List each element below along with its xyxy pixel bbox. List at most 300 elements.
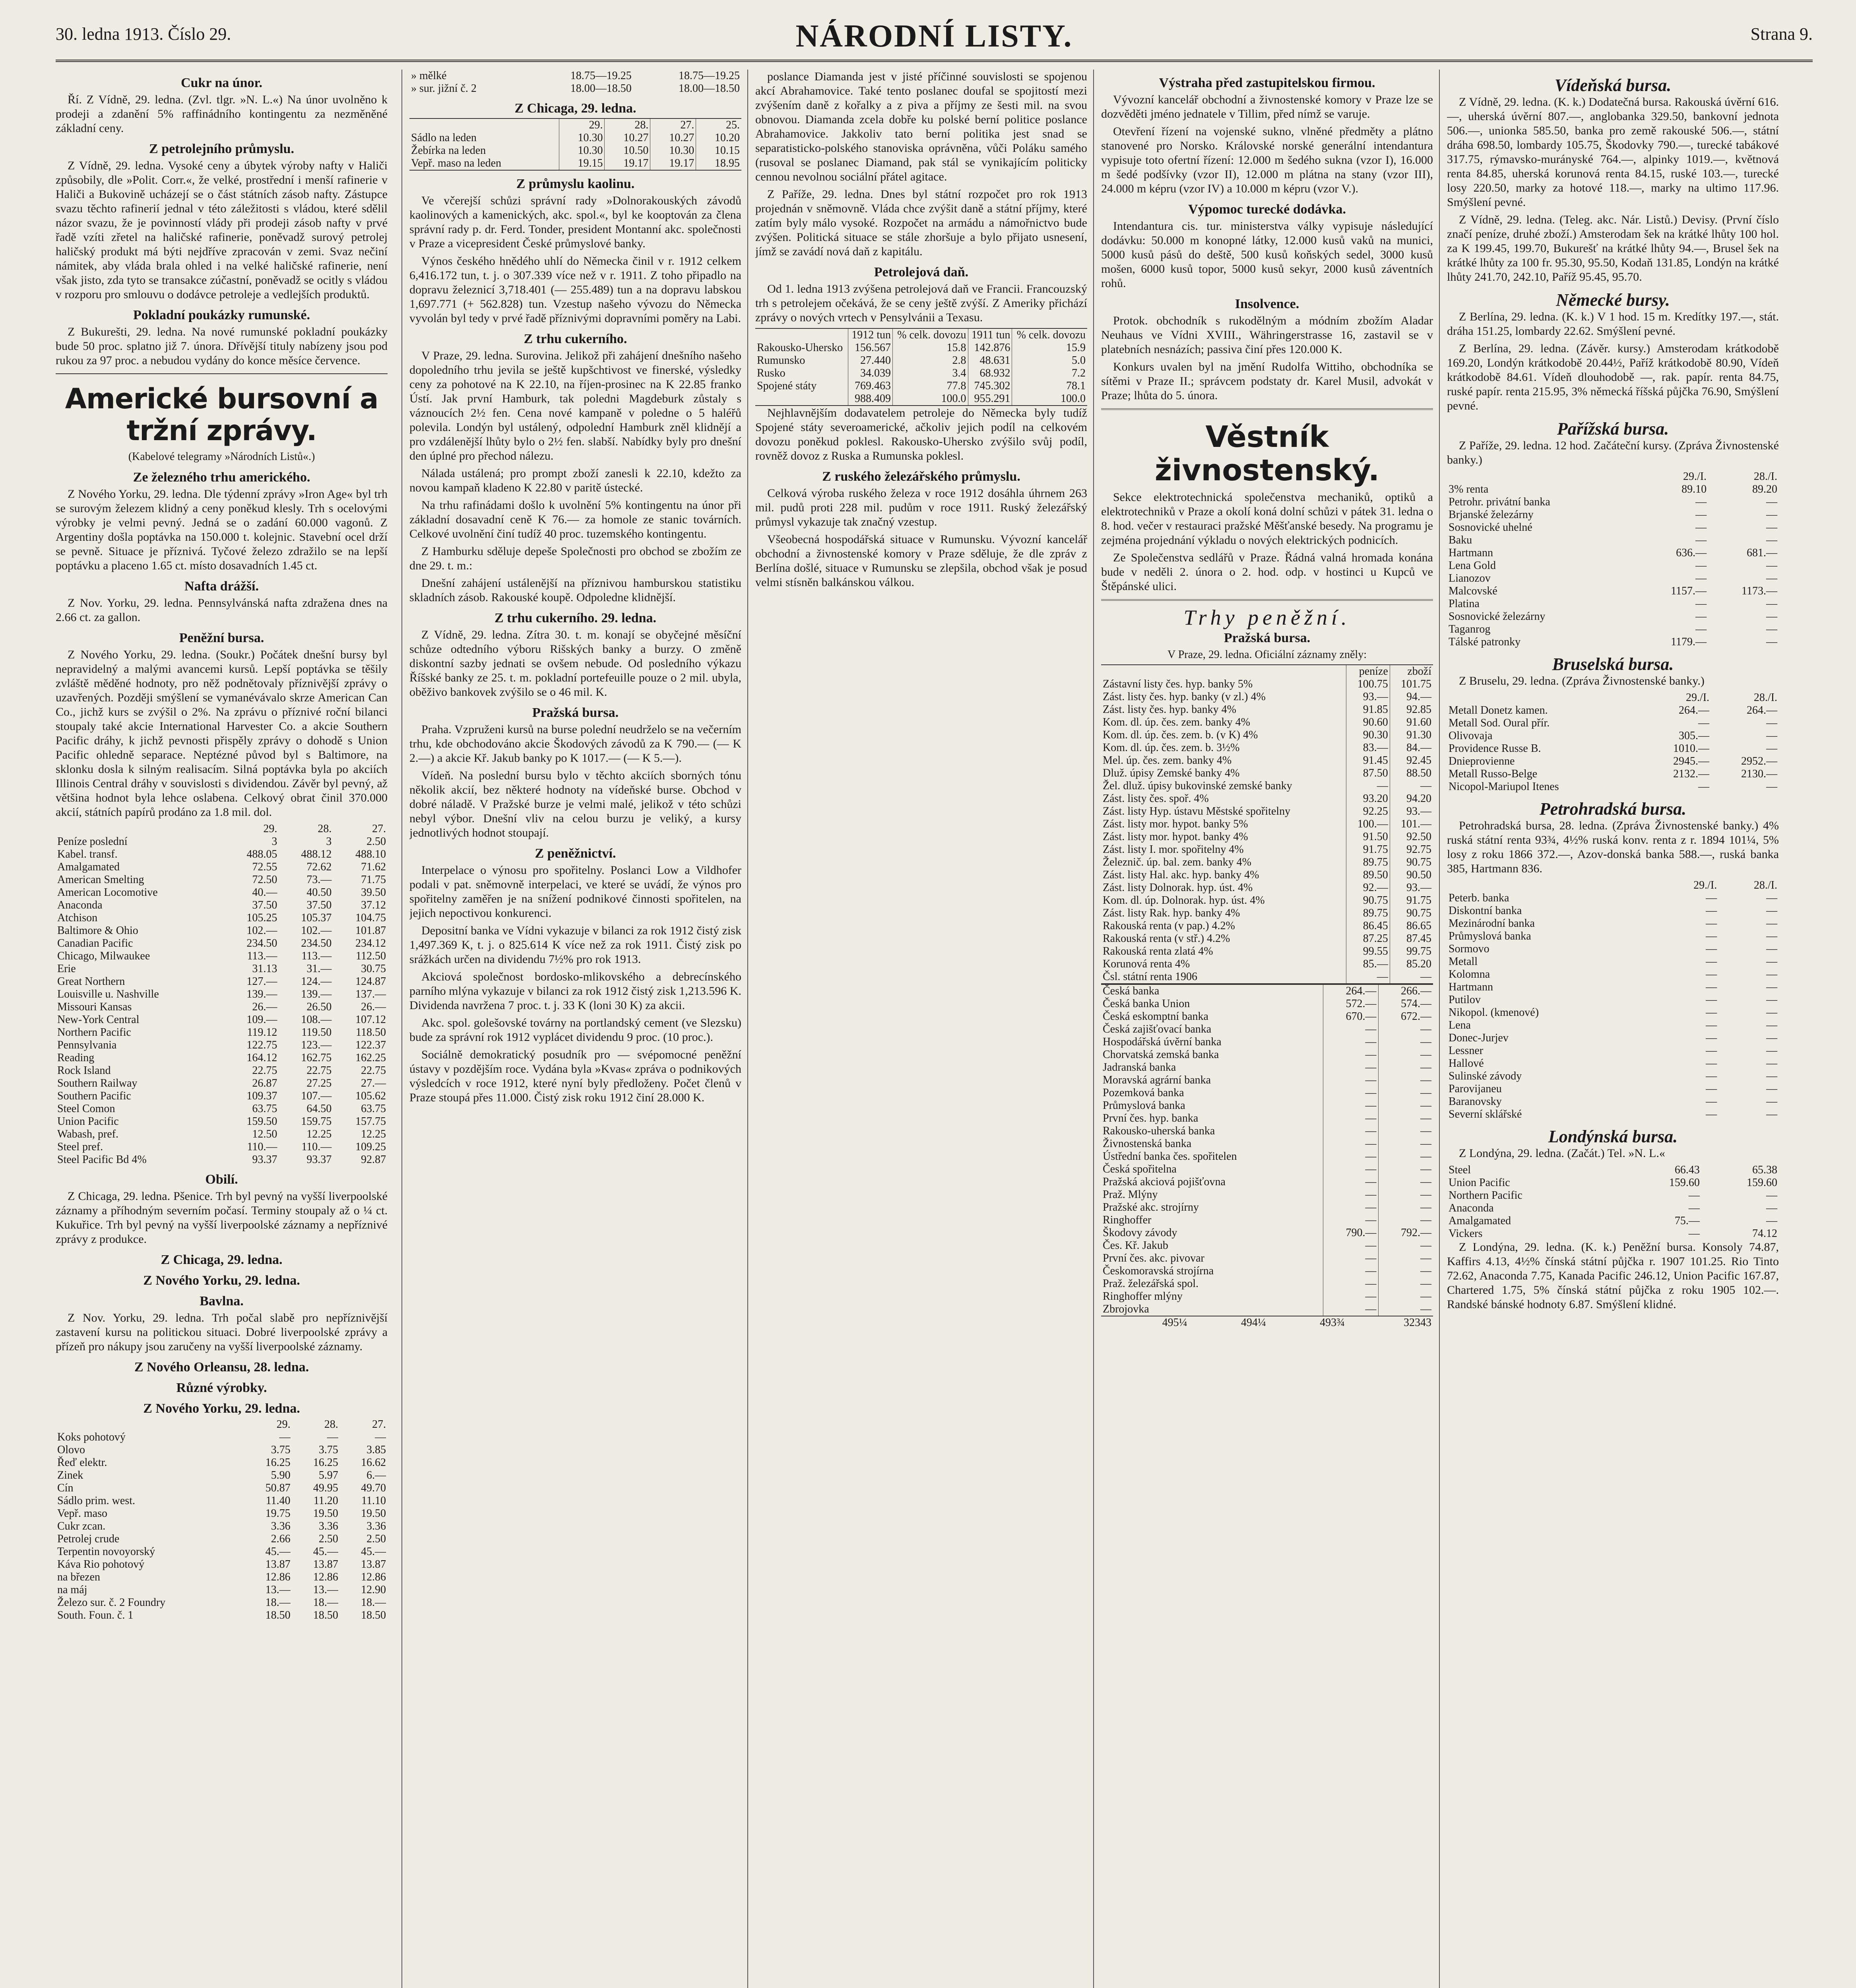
table-row [56, 1128, 388, 1141]
table-value-cell: 71.75 [361, 874, 386, 886]
table-row [1101, 932, 1433, 945]
table-label-cell: American Locomotive [57, 886, 158, 899]
table-label-cell: Moravská agrární banka [1103, 1074, 1211, 1086]
column-2 [409, 70, 741, 1988]
table-value-cell: — [1766, 496, 1777, 508]
table-value-cell: 2.8 [893, 354, 968, 367]
table-value-cell: 488.05 [246, 848, 277, 860]
table-label-cell: Vepř. maso na leden [411, 157, 502, 169]
table-value-cell: — [1766, 1006, 1777, 1019]
table-row [56, 835, 388, 848]
table-header-cell: 494¼ [1241, 1316, 1266, 1329]
table-value-cell: — [1766, 623, 1777, 635]
table-value-cell: 572.— [1323, 998, 1378, 1010]
table-value-cell: — [1346, 971, 1390, 984]
table-value-cell: 234.12 [355, 937, 386, 949]
table-value-cell: 88.50 [1390, 767, 1433, 780]
table-value-cell: 102.— [246, 924, 277, 937]
article-text: Ze Společenstva sedlářů v Praze. Řádná valná hromada konána bude v neděli 2. února o 2. hod. odp. v hostinci u Kupců ve Štěpánské ulici. [1101, 551, 1433, 593]
table-label-cell: Nikopol. (kmenové) [1449, 1006, 1539, 1019]
table-row [56, 924, 388, 937]
table-value-cell: — [1706, 917, 1717, 930]
table-value-cell: — [1766, 730, 1777, 742]
table-header-cell [56, 823, 225, 835]
table-value-cell: 89.75 [1346, 856, 1390, 869]
table-row [56, 975, 388, 988]
table-value-cell: 99.75 [1390, 945, 1433, 958]
table-header-cell [1447, 470, 1637, 483]
table-value-cell: 92.75 [1390, 843, 1433, 856]
table-label-cell: Rakouská renta (v pap.) 4.2% [1103, 920, 1235, 932]
table-label-cell: Severní sklářské [1449, 1108, 1522, 1120]
table-value-cell: — [1323, 1188, 1378, 1201]
table-label-cell: Zást. listy I. mor. spořitelny 4% [1103, 843, 1244, 856]
article-text: Otevření řízení na vojenské sukno, vlněné předměty a plátno stanovené pro Norsko. Královské norské generální intendantura vypisuje toto ofertní řízení: 12.000 m šedého sukna (vzor I), 16.000 m šedé podšívky (vzor II), 12.000 m plátna na stany (vzor III), 24.000 m képru (vzor IV) a 10.000 m képru (vzor V.). [1101, 125, 1433, 195]
table-row [1447, 509, 1779, 521]
article-heading: Z Chicaga, 29. ledna. [514, 101, 636, 116]
table-value-cell: — [1766, 717, 1777, 729]
table-label-cell: Rumunsko [757, 354, 805, 367]
table-row [56, 1456, 388, 1469]
table-header-cell: 28. [324, 1418, 338, 1431]
table-header-cell [755, 328, 848, 342]
table-row [1447, 943, 1779, 955]
table-value-cell: — [1766, 636, 1777, 648]
table-value-cell: — [1695, 572, 1707, 584]
table-header-cell: 1911 tun [968, 328, 1012, 342]
table-row [1101, 691, 1433, 703]
table-value-cell: 84.— [1390, 742, 1433, 754]
article-text: Z Paříže, 29. ledna. Dnes byl státní rozpočet pro rok 1913 projednán v sněmovně. Vláda chce zvýšit daně a státní příjmy, které zatím byly málo vysoké. Rozpočet na armádu a námořnictvo bude zvýšen. Politická situace se stále zhoršuje a bylo přijato usnesení, jímž se zavádí nová daň z kapitálu. [755, 188, 1087, 258]
table-row [56, 1495, 388, 1507]
table-label-cell: Lena Gold [1449, 559, 1496, 572]
table-header-cell: 1912 tun [848, 328, 893, 342]
table-value-cell: 123.— [301, 1039, 332, 1051]
table-label-cell: Kom. dl. úp. čes. zem. banky 4% [1103, 716, 1250, 728]
commodities-table [56, 1418, 388, 1622]
table-label-cell: Sádlo prim. west. [57, 1495, 135, 1507]
table-label-cell: Zást. listy čes. spoř. 4% [1103, 792, 1209, 805]
table-row [1101, 920, 1433, 932]
table-label-cell: Tálské patronky [1449, 636, 1521, 648]
table-value-cell: 74.12 [1752, 1227, 1777, 1240]
table-row [1447, 1083, 1779, 1095]
table-row [1447, 1164, 1779, 1176]
table-row [1101, 1290, 1433, 1303]
table-row [56, 1507, 388, 1520]
table-value-cell: 12.86 [361, 1571, 386, 1583]
table-label-cell: Zást. listy Hyp. ústavu Městské spořitelny [1103, 805, 1291, 817]
table-value-cell: — [1378, 1125, 1433, 1138]
table-value-cell: — [1706, 955, 1717, 968]
table-label-cell: Pozemková banka [1103, 1087, 1184, 1099]
table-label-cell: Olivovaja [1449, 730, 1493, 742]
table-value-cell: 12.86 [265, 1571, 291, 1583]
table-header-cell: 495¼ [1162, 1316, 1187, 1329]
table-label-cell: Sádlo na leden [411, 132, 477, 144]
table-label-cell: Mel. úp. čes. zem. banky 4% [1103, 754, 1232, 767]
article-text: Z Londýna, 29. ledna. (K. k.) Peněžní bursa. Konsoly 74.87, Kaffirs 4.13, 4½% čínská státní půjčka r. 1907 101.25. Rio Tinto 72.62, Anaconda 7.75, Kanada Pacific 246.12, Union Pacific 167.87, Chartered 1.75, 5% čínská státní půjčka z roku 1905 102.—. Randské bánské hodnoty 6.87. Smýšlení klidné. [1447, 1241, 1779, 1311]
table-value-cell: — [1766, 1202, 1777, 1214]
table-label-cell: Taganrog [1449, 623, 1491, 635]
table-value-cell: — [1390, 780, 1433, 792]
table-value-cell: 139.— [301, 988, 332, 1000]
table-value-cell: — [1378, 1176, 1433, 1188]
article-heading: Výstraha před zastupitelskou firmou. [1159, 76, 1375, 90]
table-label-cell: Atchison [57, 912, 98, 924]
table-label-cell: Živnostenská banka [1103, 1138, 1192, 1150]
table-row [1101, 1099, 1433, 1112]
table-value-cell: — [1378, 1252, 1433, 1265]
article-text: Z Nov. Yorku, 29. ledna. Pennsylvánská nafta zdražena dnes na 2.66 ct. za gallon. [56, 596, 388, 624]
table-value-cell: — [1378, 1150, 1433, 1163]
table-row [1101, 1048, 1433, 1061]
table-value-cell: 50.87 [265, 1482, 291, 1494]
table-value-cell: 16.25 [313, 1456, 338, 1469]
table-value-cell: — [1378, 1048, 1433, 1061]
table-value-cell: — [1378, 1163, 1433, 1176]
article-text: Z Vídně, 29. ledna. (Teleg. akc. Nár. Listů.) Devisy. (První číslo značí peníze, druhé zboží.) Amsterodam šek na krátké lhůty 100 hol. za K 199.45, 199.70, Bukurešť na krátké lhůty 94.—, Brusel šek na krátké lhůty za 100 fr. 95.30, 95.50, Kodaň 131.85, Londýn na krátké lhůty 241.70, 242.10, Paříž 95.45, 95.70. [1447, 213, 1779, 283]
table-row [1101, 907, 1433, 920]
table-value-cell: 99.55 [1346, 945, 1390, 958]
table-label-cell: Praž. železářská spol. [1103, 1277, 1199, 1290]
table-header-cell [1101, 665, 1346, 678]
table-label-cell: Sosnovické železárny [1449, 610, 1546, 623]
table-value-cell: 90.75 [1390, 856, 1433, 869]
table-row [1447, 585, 1779, 598]
column-3 [755, 70, 1087, 1988]
table-row [1101, 998, 1433, 1010]
table-header-cell: 28./I. [1753, 879, 1777, 891]
table-value-cell: 18.95 [696, 157, 741, 170]
table-row [56, 899, 388, 912]
table-value-cell: 87.45 [1390, 932, 1433, 945]
table-value-cell: — [1766, 1083, 1777, 1095]
table-row [1101, 1074, 1433, 1087]
table-row [1101, 716, 1433, 729]
table-value-cell: — [1323, 1087, 1378, 1099]
table-row [1101, 780, 1433, 792]
table-value-cell: 156.567 [848, 342, 893, 354]
table-value-cell: — [1378, 1265, 1433, 1277]
article-heading: Peněžní bursa. [179, 631, 264, 645]
table-label-cell: Česká eskomptní banka [1103, 1010, 1208, 1023]
table-value-cell: — [1766, 1032, 1777, 1044]
table-value-cell: — [1766, 1044, 1777, 1057]
table-label-cell: Škodovy závody [1103, 1227, 1177, 1239]
table-value-cell: — [1706, 968, 1717, 980]
table-value-cell: 305.— [1679, 730, 1710, 742]
table-label-cell: Sulinské závody [1449, 1070, 1522, 1082]
table-value-cell: 13.— [313, 1584, 338, 1596]
table-value-cell: 100.— [1346, 818, 1390, 831]
table-value-cell: 5.97 [318, 1469, 338, 1481]
table-value-cell: 11.10 [361, 1495, 386, 1507]
table-value-cell: 745.302 [968, 380, 1012, 392]
column-rule [747, 70, 748, 1988]
article-text: Z Londýna, 29. ledna. (Začát.) Tel. »N. L.« [1459, 1147, 1665, 1160]
table-row [409, 82, 741, 95]
table-value-cell: — [1695, 509, 1707, 521]
table-value-cell: — [1323, 1150, 1378, 1163]
table-label-cell: Lena [1449, 1019, 1471, 1031]
table-value-cell: — [1323, 1277, 1378, 1290]
table-value-cell: 92.85 [1390, 703, 1433, 716]
table-value-cell: — [1323, 1252, 1378, 1265]
table-row [1447, 1057, 1779, 1070]
petroleum-import-table [755, 328, 1087, 406]
table-value-cell: 15.8 [893, 342, 968, 354]
table-label-cell: Steel Pacific Bd 4% [57, 1153, 147, 1166]
table-row [409, 144, 741, 157]
table-label-cell: Jadranská banka [1103, 1061, 1176, 1074]
table-value-cell: 91.85 [1346, 703, 1390, 716]
table-label-cell: Dnieprovienne [1449, 755, 1515, 767]
column-1 [56, 70, 388, 1988]
table-value-cell: 18.— [313, 1596, 338, 1609]
table-value-cell: 11.40 [266, 1495, 291, 1507]
table-label-cell: Sormovo [1449, 943, 1489, 955]
table-row [1447, 892, 1779, 905]
table-value-cell: — [1695, 521, 1707, 534]
table-label-cell: Česká spořitelna [1103, 1163, 1177, 1175]
table-value-cell: 18.50 [265, 1609, 291, 1621]
table-row [1447, 1032, 1779, 1044]
table-label-cell: Zást. listy mor. hypot. banky 4% [1103, 831, 1248, 843]
table-row [1101, 1277, 1433, 1290]
table-value-cell: 100.0 [893, 392, 968, 406]
table-label-cell: Chorvatská zemská banka [1103, 1048, 1219, 1061]
table-value-cell: 63.75 [252, 1103, 277, 1115]
table-value-cell: 681.— [1747, 547, 1777, 559]
table-label-cell: Donec-Jurjev [1449, 1032, 1509, 1044]
table-value-cell: 89.50 [1346, 869, 1390, 881]
table-value-cell: — [1706, 1095, 1717, 1108]
table-value-cell: 92.25 [1346, 805, 1390, 818]
table-value-cell: 68.932 [968, 367, 1012, 380]
table-value-cell: 672.— [1378, 1010, 1433, 1023]
table-row [1447, 981, 1779, 994]
table-row [1447, 717, 1779, 730]
table-row [1101, 894, 1433, 907]
table-value-cell: 2132.— [1673, 768, 1710, 780]
article-text: Vývozní kancelář obchodní a živnostenské komory v Praze lze se dozvěděti jméno jednatele v Tillim, před nímž se varuje. [1101, 93, 1433, 120]
table-value-cell: 157.75 [355, 1115, 386, 1128]
table-value-cell: 3.36 [271, 1520, 291, 1532]
table-value-cell: — [1378, 1277, 1433, 1290]
table-value-cell: 15.9 [1012, 342, 1087, 354]
table-value-cell: 127.— [246, 975, 277, 988]
table-label-cell: Rakousko-Uhersko [757, 342, 843, 354]
table-value-cell: 90.30 [1346, 729, 1390, 742]
section-subtitle: V Praze, 29. ledna. Oficiální záznamy zněly: [1168, 648, 1367, 661]
table-label-cell: Hospodářská úvěrní banka [1103, 1036, 1222, 1048]
table-value-cell: 10.50 [605, 144, 650, 157]
table-label-cell: Petrolej crude [57, 1533, 120, 1545]
table-label-cell: Rakouská renta zlatá 4% [1103, 945, 1213, 957]
table-value-cell: 86.45 [1346, 920, 1390, 932]
table-row [1447, 1095, 1779, 1108]
table-row [1101, 805, 1433, 818]
table-value-cell: 86.65 [1390, 920, 1433, 932]
article-heading: Pražská bursa. [1224, 631, 1311, 645]
table-row [755, 342, 1087, 354]
table-value-cell: — [1323, 1201, 1378, 1214]
table-value-cell: — [1378, 1188, 1433, 1201]
table-label-cell: Dluž. úpisy Zemské banky 4% [1103, 767, 1240, 779]
article-heading: Z ruského železářského průmyslu. [822, 469, 1020, 484]
totals-row [1101, 1316, 1433, 1329]
table-value-cell: — [1323, 1265, 1378, 1277]
article-heading: Ze železného trhu amerického. [133, 470, 310, 485]
table-value-cell: 16.25 [265, 1456, 291, 1469]
table-value-cell: 11.20 [313, 1495, 338, 1507]
table-value-cell: 234.50 [301, 937, 332, 949]
section-heading: Petrohradská bursa. [1539, 799, 1687, 819]
table-row [56, 1141, 388, 1153]
table-label-cell: Louisville u. Nashville [57, 988, 159, 1000]
table-label-cell: Zinek [57, 1469, 83, 1481]
table-value-cell: 18.50 [361, 1609, 386, 1621]
table-row [755, 392, 1087, 406]
table-header-cell: 29./I. [1685, 691, 1710, 704]
table-value-cell: 100.75 [1346, 678, 1390, 691]
table-row [1447, 780, 1779, 793]
article-text: Celková výroba ruského železa v roce 1912 dosáhla úhrnem 263 mil. pudů proti 228 mil. pudům v roce 1911. Ruský železářský průmysl vykazuje tak značný vzestup. [755, 487, 1087, 528]
table-header-cell [1447, 879, 1658, 892]
table-label-cell: na březen [57, 1571, 101, 1583]
table-label-cell: Vepř. maso [57, 1507, 107, 1520]
table-label-cell: » sur. jižní č. 2 [411, 82, 477, 95]
page-number: Strana 9. [1750, 24, 1813, 44]
table-value-cell: 65.38 [1752, 1164, 1777, 1176]
table-value-cell: 39.50 [361, 886, 386, 899]
table-value-cell: — [1766, 1189, 1777, 1202]
article-text: Z Vídně, 29. ledna. Vysoké ceny a úbytek výroby nafty v Haliči způsobily, dle »Polit. Corr.«, že velké, prostřední i menší rafinerie v Haliči a Bukovině ucházejí se o část státních zásob nafty. Zástupce svazu těchto rafinerií jednal v této záležitosti s vládou, které sdělil názor svazu, že je povinností vlády při prodeji zásob nafty v prvé řadě vzíti zřetel na haličské rafinerie, poněvadž surový petrolej haličský produkt má býti nejdříve zpracován v zemi. Svaz nečiní námitek, aby vláda brala ohled i na velké haličské rafinerie, není však jisto, zda tyto se transakce zúčastní, poněvadž se ocitly s vládou v rozporu pro smlouvu o dodávce petroleje a vedlejších produktů. [56, 159, 388, 301]
table-value-cell: 3.36 [318, 1520, 338, 1532]
article-text: Výnos českého hnědého uhlí do Německa činil v r. 1912 celkem 6,416.172 tun, t. j. o 307.339 více než v r. 1911. Z toho připadlo na dopravu železnicí 3,718.401 (— 255.489) tun a na dopravu labskou 1,697.771 (+ 562.828) tun. Vzestup našeho vývozu do Německa vyvolán byl tedy v prvé řadě příznivými dopravními poměry na Labi. [409, 254, 741, 325]
table-header-cell: % celk. dovozu [893, 328, 968, 342]
prague-shares-table [1101, 984, 1433, 1316]
table-value-cell: 3.36 [367, 1520, 386, 1532]
table-value-cell: — [279, 1431, 291, 1443]
table-row [56, 1001, 388, 1013]
table-label-cell: Ústřední banka čes. spořitelen [1103, 1150, 1237, 1163]
table-value-cell: 22.75 [361, 1064, 386, 1077]
table-row [1447, 1215, 1779, 1227]
table-label-cell: Pražské akc. strojírny [1103, 1201, 1199, 1213]
article-text: Konkurs uvalen byl na jmění Rudolfa Wittiho, obchodníka se sítěmi v Praze II.; správcem podstaty dr. Karel Musil, advokát v Praze; lhůta do 5. února. [1101, 360, 1433, 402]
table-value-cell: 109.— [246, 1013, 277, 1026]
table-value-cell: 27.25 [306, 1077, 332, 1089]
table-row [1101, 678, 1433, 691]
chicago-table [409, 118, 741, 171]
table-value-cell: 92.87 [361, 1153, 386, 1166]
table-row [56, 988, 388, 1001]
table-label-cell: Vickers [1449, 1227, 1483, 1240]
table-value-cell: — [1346, 780, 1390, 792]
table-label-cell: Rusko [757, 367, 785, 379]
table-value-cell: — [1766, 930, 1777, 942]
table-label-cell: Železnič. úp. bal. zem. banky 4% [1103, 856, 1251, 868]
table-value-cell: 63.75 [361, 1103, 386, 1115]
table-row [1447, 994, 1779, 1006]
table-value-cell: 159.75 [301, 1115, 332, 1128]
table-value-cell: — [1378, 1112, 1433, 1125]
table-row [56, 1482, 388, 1495]
table-value-cell: 94.— [1390, 691, 1433, 703]
table-row [56, 1571, 388, 1584]
section-heading: Bruselská bursa. [1552, 654, 1674, 674]
table-row [1447, 704, 1779, 717]
table-value-cell: 40.— [252, 886, 277, 899]
table-value-cell: 137.— [355, 988, 386, 1000]
table-row [1447, 905, 1779, 917]
article-heading: Z trhu cukerního. [524, 332, 627, 346]
table-value-cell: — [1766, 509, 1777, 521]
table-label-cell: Kom. dl. úp. Dolnorak. hyp. úst. 4% [1103, 894, 1265, 907]
table-value-cell: 87.50 [1346, 767, 1390, 780]
table-row [56, 912, 388, 924]
table-label-cell: Parovijaneu [1449, 1083, 1502, 1095]
table-row [1447, 1019, 1779, 1032]
table-value-cell: — [1378, 1201, 1433, 1214]
table-label-cell: Platina [1449, 598, 1480, 610]
table-value-cell: 18.75—19.25 [679, 70, 740, 82]
table-value-cell: 104.75 [355, 912, 386, 924]
article-text: Akc. spol. golešovské továrny na portlandský cement (ve Slezsku) bude za správní rok 1912 vyplácet dividendu 9 proc. (10 proc.). [409, 1016, 741, 1044]
masthead [56, 16, 1813, 62]
table-value-cell: 90.75 [1390, 907, 1433, 920]
table-value-cell: — [1766, 1070, 1777, 1082]
table-row [56, 848, 388, 861]
table-value-cell: — [1378, 1239, 1433, 1252]
table-value-cell: 73.— [306, 874, 332, 886]
table-row [56, 1609, 388, 1622]
table-label-cell: Průmyslová banka [1103, 1099, 1185, 1112]
table-label-cell: Zbrojovka [1103, 1303, 1149, 1315]
table-label-cell: Žebírka na leden [411, 144, 486, 157]
table-value-cell: — [1706, 1108, 1717, 1120]
table-row [1101, 1023, 1433, 1036]
table-value-cell: 27.— [361, 1077, 386, 1089]
table-label-cell: Rakouská renta (v stř.) 4.2% [1103, 932, 1230, 945]
table-label-cell: Cukr zcan. [57, 1520, 106, 1532]
table-value-cell: 110.— [301, 1141, 332, 1153]
table-value-cell: 100.0 [1012, 392, 1087, 406]
table-row [1101, 1265, 1433, 1277]
table-value-cell: — [1695, 534, 1707, 546]
table-label-cell: Metall Donetz kamen. [1449, 704, 1548, 716]
table-value-cell: 769.463 [848, 380, 893, 392]
table-row [56, 1444, 388, 1456]
table-value-cell: 83.— [1346, 742, 1390, 754]
table-value-cell: — [1766, 610, 1777, 623]
table-label-cell: Zást. listy Rak. hyp. banky 4% [1103, 907, 1240, 919]
table-row [1101, 1125, 1433, 1138]
table-label-cell: Cín [57, 1482, 74, 1494]
table-value-cell: 45.— [265, 1545, 291, 1558]
table-value-cell: — [1766, 1215, 1777, 1227]
table-label-cell: Ringhoffer [1103, 1214, 1152, 1226]
article-text: Akciová společnost bordosko-mlikovského a debrecínského parního mlýna vykazuje v bilanci za rok 1912 čistý zisk 1,213.596 K. Dividenda navržena 7 proc. t. j. 33 K (loni 30 K) za akcii. [409, 970, 741, 1012]
table-label-cell: Diskontní banka [1449, 905, 1522, 917]
table-value-cell: — [1706, 1019, 1717, 1031]
table-row [1101, 881, 1433, 894]
table-value-cell: 19.50 [313, 1507, 338, 1520]
table-value-cell: — [1706, 1083, 1717, 1095]
table-value-cell: 124.87 [355, 975, 386, 988]
